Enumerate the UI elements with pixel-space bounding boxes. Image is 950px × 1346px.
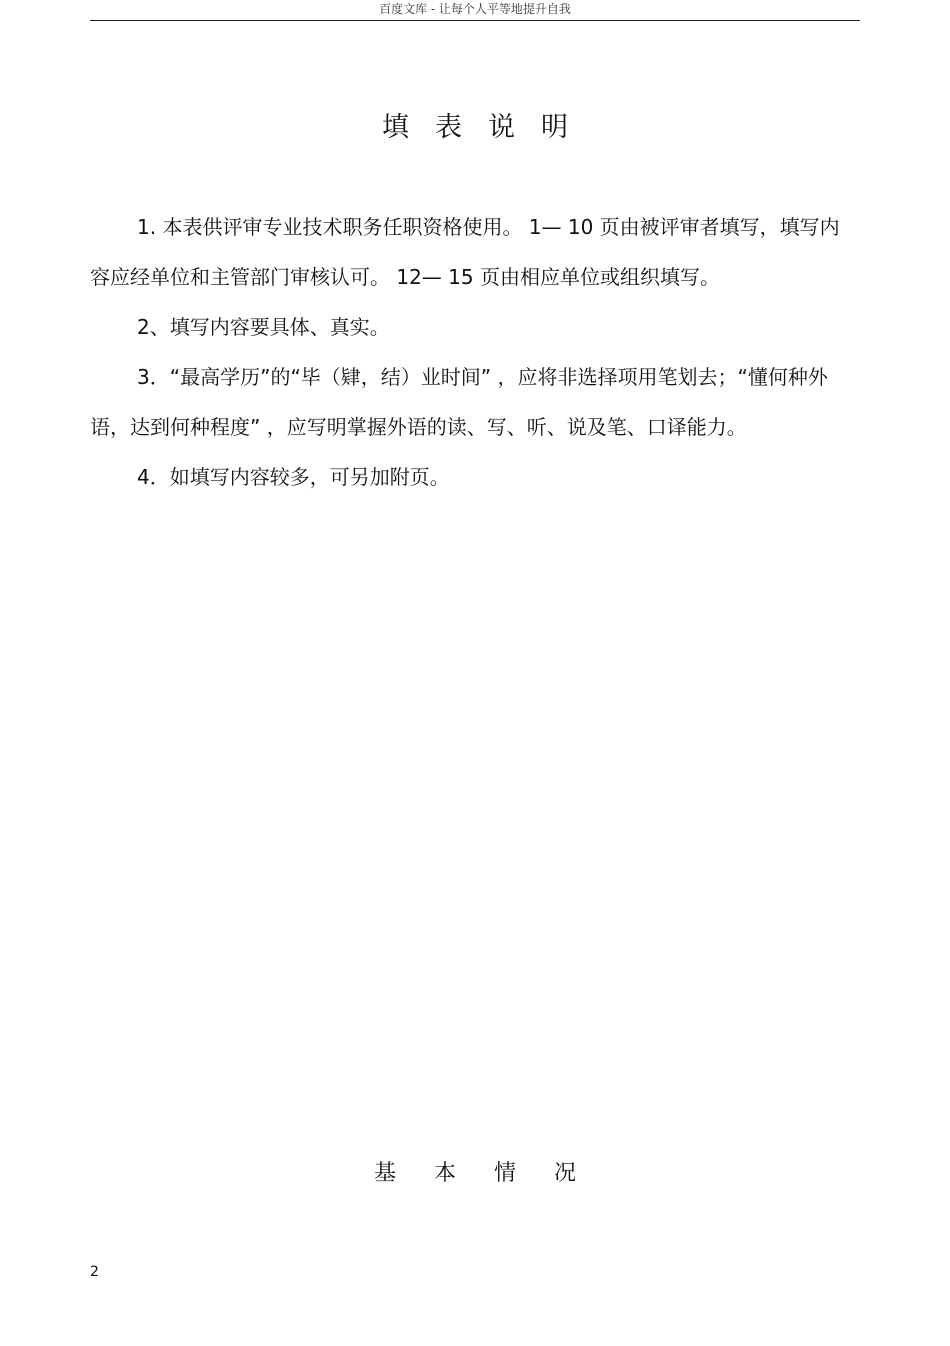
instructions-list bbox=[90, 202, 848, 502]
running-header: 百度文库 - 让每个人平等地提升自我 bbox=[90, 0, 860, 21]
page-number: 2 bbox=[90, 1264, 99, 1280]
instruction-item-3: 3．“最高学历”的“毕（肄，结）业时间” ，应将非选择项用笔划去；“懂何种外语，达到何种程度” ，应写明掌握外语的读、写、听、说及笔、口译能力。 bbox=[90, 365, 828, 439]
instruction-item-1: 1. 本表供评审专业技术职务任职资格使用。 1— 10 页由被评审者填写，填写内容应经单位和主管部门审核认可。 12— 15 页由相应单位或组织填写。 bbox=[90, 215, 840, 289]
section-heading: 基本情况 bbox=[373, 1161, 614, 1186]
instruction-item-2: 2、填写内容要具体、真实。 bbox=[137, 315, 390, 339]
document-title: 填表说明 bbox=[382, 112, 594, 143]
instruction-item-4: 4．如填写内容较多，可另加附页。 bbox=[137, 465, 450, 489]
